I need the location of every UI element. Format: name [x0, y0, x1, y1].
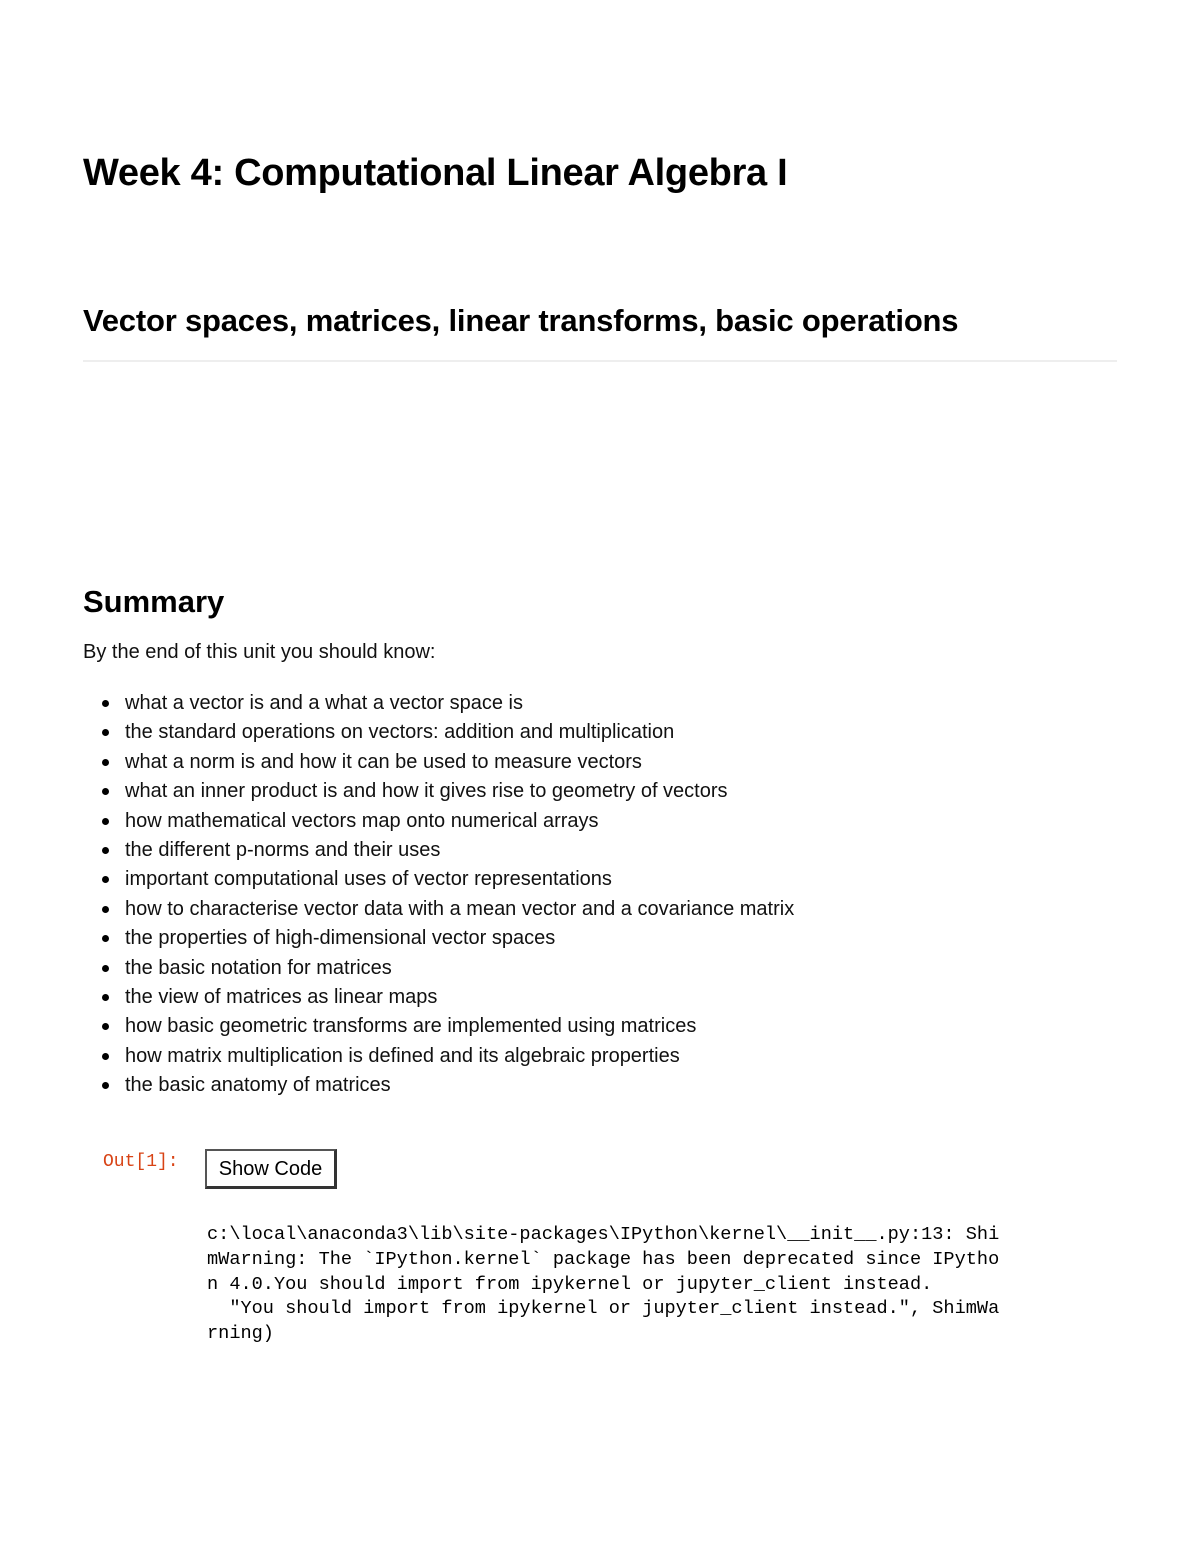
list-item-text: what a norm is and how it can be used to measure vectors	[125, 750, 642, 773]
bullet-icon	[102, 994, 109, 1001]
bullet-icon	[102, 700, 109, 707]
summary-list	[83, 689, 794, 1100]
list-item-text: the basic anatomy of matrices	[125, 1074, 391, 1097]
list-item	[83, 836, 794, 865]
list-item-text: what a vector is and a what a vector space is	[125, 692, 523, 714]
list-item	[83, 895, 794, 924]
page-title: Week 4: Computational Linear Algebra I	[83, 152, 788, 194]
list-item	[83, 807, 794, 836]
list-item-text: the view of matrices as linear maps	[125, 985, 438, 1008]
bullet-icon	[102, 876, 109, 883]
list-item	[83, 718, 794, 747]
bullet-icon	[102, 788, 109, 795]
list-item-text: how basic geometric transforms are implemented using matrices	[125, 1015, 697, 1038]
list-item	[83, 983, 794, 1012]
list-item-text: how mathematical vectors map onto numerical arrays	[125, 809, 599, 832]
output-prompt: Out[1]:	[103, 1152, 179, 1172]
bullet-icon	[102, 818, 109, 825]
list-item	[83, 1012, 794, 1041]
list-item	[83, 1042, 794, 1071]
stderr-line: c:\local\anaconda3\lib\site-packages\IPython\kernel\__init__.py:13: Shi	[207, 1224, 1000, 1245]
page-subtitle: Vector spaces, matrices, linear transforms, basic operations	[83, 303, 959, 338]
stderr-line: n 4.0.You should import from ipykernel or jupyter_client instead.	[207, 1273, 933, 1295]
list-item	[83, 777, 794, 806]
bullet-icon	[102, 906, 109, 913]
bullet-icon	[102, 847, 109, 854]
stderr-line: rning)	[207, 1323, 274, 1345]
list-item-text: important computational uses of vector representations	[125, 868, 612, 891]
bullet-icon	[102, 759, 109, 766]
list-item	[83, 924, 794, 953]
stderr-line: mWarning: The `IPython.kernel` package has been deprecated since IPytho	[207, 1248, 1000, 1270]
summary-heading: Summary	[83, 584, 225, 619]
bullet-icon	[102, 729, 109, 736]
bullet-icon	[102, 1053, 109, 1060]
list-item	[83, 1071, 794, 1100]
list-item-text: the standard operations on vectors: addition and multiplication	[125, 721, 675, 744]
horizontal-rule	[83, 360, 1117, 362]
show-code-button[interactable]: Show Code	[205, 1149, 337, 1189]
stderr-output	[207, 1223, 1097, 1347]
list-item-text: the different p-norms and their uses	[125, 838, 441, 861]
list-item	[83, 865, 794, 894]
stderr-line: "You should import from ipykernel or jupyter_client instead.", ShimWa	[207, 1298, 1000, 1320]
list-item-text: the basic notation for matrices	[125, 956, 392, 979]
bullet-icon	[102, 1023, 109, 1030]
bullet-icon	[102, 935, 109, 942]
list-item-text: the properties of high-dimensional vector spaces	[125, 927, 556, 950]
list-item-text: how to characterise vector data with a mean vector and a covariance matrix	[125, 897, 795, 920]
list-item-text: how matrix multiplication is defined and its algebraic properties	[125, 1044, 680, 1067]
bullet-icon	[102, 1082, 109, 1089]
list-item	[83, 954, 794, 983]
list-item	[83, 689, 794, 718]
list-item-text: what an inner product is and how it gives rise to geometry of vectors	[125, 780, 728, 803]
list-item	[83, 748, 794, 777]
summary-intro: By the end of this unit you should know:	[83, 641, 436, 663]
bullet-icon	[102, 965, 109, 972]
